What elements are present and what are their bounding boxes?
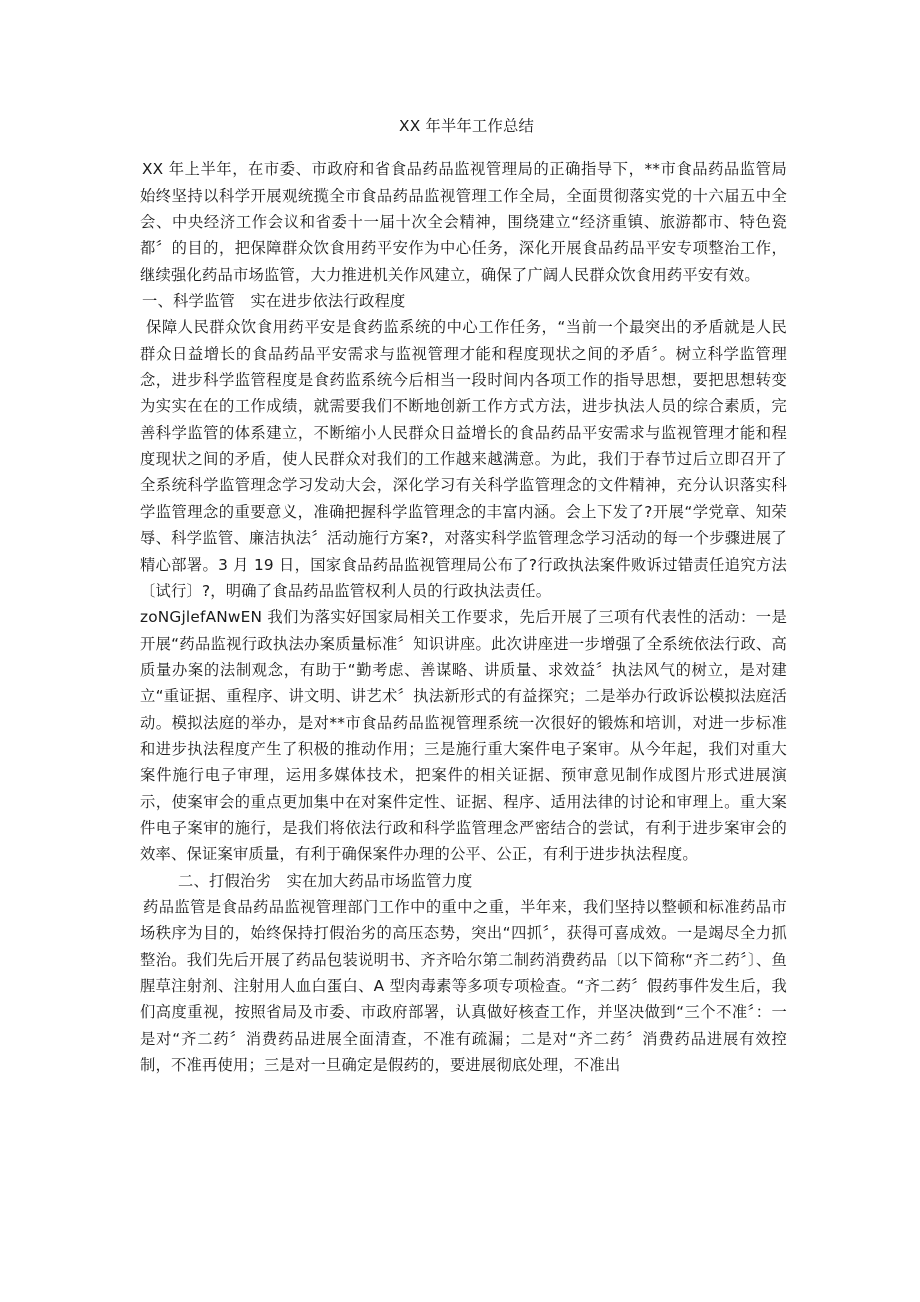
document-title: XX 年半年工作总结	[399, 117, 534, 135]
section-2-paragraph-1: 药品监管是食品药品监视管理部门工作中的重中之重，半年来，我们坚持以整顿和标准药品市场秩序为目的，始终保持打假治劣的高压态势，突出“四抓〞，获得可喜成效。一是竭尽全力抓整治。我们先后开展了药品包装说明书、齐齐哈尔第二制药消费药品〔以下简称“齐二药〞〕、鱼腥草注射剂、注射用人血白蛋白、A 型肉毒素等多项专项检查。“齐二药〞假药事件发生后，我们高度重视，按照省局及市委、市政府部署，认真做好核查工作，并坚决做到“三个不准〞：一是对“齐二药〞消费药品进展全面清查，不准有疏漏；二是对“齐二药〞消费药品进展有效控制，不准再使用；三是对一旦确定是假药的，要进展彻底处理，不准出	[140, 897, 787, 1075]
section-1-paragraph-1: 保障人民群众饮食用药平安是食药监系统的中心工作任务，“当前一个最突出的矛盾就是人民群众日益增长的食品药品平安需求与监视管理才能和程度现状之间的矛盾〞。树立科学监管理念，进步科学监管程度是食药监系统今后相当一段时间内各项工作的指导思想，要把思想转变为实实在在的工作成绩，就需要我们不断地创新工作方式方法，进步执法人员的综合素质，完善科学监管的体系建立，不断缩小人民群众日益增长的食品药品平安需求与监视管理才能和程度现状之间的矛盾，使人民群众对我们的工作越来越满意。为此，我们于春节过后立即召开了全系统科学监管理念学习发动大会，深化学习有关科学监管理念的文件精神，充分认识落实科学监管理念的重要意义，准确把握科学监管理念的丰富内涵。会上下发了?开展“学党章、知荣辱、科学监管、廉洁执法〞活动施行方案?，对落实科学监管理念学习活动的每一个步骤进展了精心部署。3 月 19 日，国家食品药品监视管理局公布了?行政执法案件败诉过错责任追究方法〔试行〕?，明确了食品药品监管权利人员的行政执法责任。	[140, 318, 787, 600]
section-2-heading: 二、打假治劣 实在加大药品市场监管力度	[178, 871, 473, 890]
section-1-heading: 一、科学监管 实在进步依法行政程度	[142, 292, 406, 311]
section-1-paragraph-2: zoNGjlefANwEN 我们为落实好国家局相关工作要求，先后开展了三项有代表性的活动：一是开展“药品监视行政执法办案质量标准〞知识讲座。此次讲座进一步增强了全系统依法行政、高质量办案的法制观念，有助于“勤考虑、善谋略、讲质量、求效益〞执法风气的树立，是对建立“重证据、重程序、讲文明、讲艺术〞执法新形式的有益探究；二是举办行政诉讼模拟法庭活动。模拟法庭的举办，是对**市食品药品监视管理系统一次很好的锻炼和培训，对进一步标准和进步执法程度产生了积极的推动作用；三是施行重大案件电子案审。从今年起，我们对重大案件施行电子审理，运用多媒体技术，把案件的相关证据、预审意见制作成图片形式进展演示，使案审会的重点更加集中在对案件定性、证据、程序、适用法律的讨论和审理上。重大案件电子案审的施行，是我们将依法行政和科学监管理念严密结合的尝试，有利于进步案审会的效率、保证案审质量，有利于确保案件办理的公平、公正，有利于进步执法程度。	[140, 608, 787, 864]
document-page	[140, 113, 787, 1078]
intro-paragraph: XX 年上半年，在市委、市政府和省食品药品监视管理局的正确指导下，**市食品药品监管局始终坚持以科学开展观统揽全市食品药品监视管理工作全局，全面贯彻落实党的十六届五中全会、中央经济工作会议和省委十一届十次全会精神，围绕建立“经济重镇、旅游都市、特色瓷都〞的目的，把保障群众饮食用药平安作为中心任务，深化开展食品药品平安专项整治工作，继续强化药品市场监管，大力推进机关作风建立，确保了广阔人民群众饮食用药平安有效。	[140, 160, 787, 284]
